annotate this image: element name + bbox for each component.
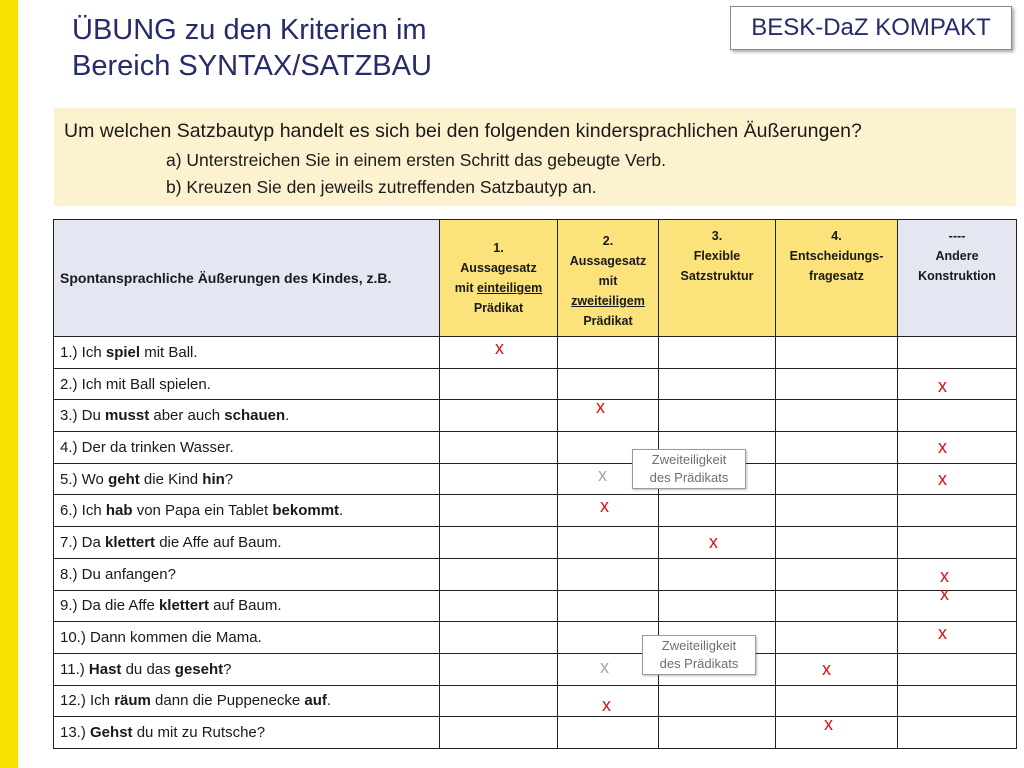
table-row xyxy=(54,368,1017,400)
table-row xyxy=(54,558,1017,590)
header-col-5-line-2: Konstruktion xyxy=(918,269,996,283)
header-col-1-line-2b: einteiligem xyxy=(476,281,543,295)
answer-cell-col-3[interactable] xyxy=(659,368,776,400)
finite-verb: musst xyxy=(105,407,150,425)
answer-cell-col-5[interactable] xyxy=(898,463,1017,495)
answer-cell-col-5[interactable] xyxy=(898,400,1017,432)
utterance-text: 7.) Da xyxy=(60,533,106,551)
utterance-text: 8.) Du anfangen? xyxy=(60,565,176,583)
table-row xyxy=(54,337,1017,369)
finite-verb: bekommt xyxy=(272,502,340,520)
answer-cell-col-2[interactable] xyxy=(558,558,659,590)
note-1-line-1: Zweiteiligkeit xyxy=(651,452,727,467)
utterance-cell xyxy=(54,653,440,685)
header-col-2-line-2: mit xyxy=(598,274,618,288)
finite-verb: hin xyxy=(202,470,225,488)
answer-cell-col-3[interactable] xyxy=(659,685,776,717)
utterance-text: 9.) Da die Affe xyxy=(60,597,159,615)
finite-verb: hab xyxy=(105,502,133,520)
answer-cell-col-2[interactable] xyxy=(558,685,659,717)
utterance-text: mit Ball. xyxy=(140,343,198,361)
header-col-1 xyxy=(440,220,558,337)
utterance-text: 3.) Du xyxy=(60,407,106,425)
utterance-text: ? xyxy=(224,470,234,488)
header-col-2-line-4: Prädikat xyxy=(583,314,633,328)
answer-cell-col-4[interactable] xyxy=(776,590,898,622)
cross-mark: x xyxy=(596,397,605,418)
answer-cell-col-1[interactable] xyxy=(440,527,558,559)
utterance-text: 10.) Dann kommen die Mama. xyxy=(60,629,262,647)
cross-mark: x xyxy=(938,375,947,396)
task-box xyxy=(54,108,1016,206)
answer-cell-col-1[interactable] xyxy=(440,495,558,527)
finite-verb: klettert xyxy=(105,533,156,551)
finite-verb: geseht xyxy=(174,660,224,678)
header-col-4-number: 4. xyxy=(831,229,842,243)
answer-cell-col-5[interactable] xyxy=(898,495,1017,527)
table-row xyxy=(54,527,1017,559)
answer-cell-col-1[interactable] xyxy=(440,400,558,432)
answer-cell-col-4[interactable] xyxy=(776,432,898,464)
header-col-2-line-1: Aussagesatz xyxy=(569,254,647,268)
header-col-4-line-1: Entscheidungs- xyxy=(789,249,884,263)
utterance-text: 6.) Ich xyxy=(60,502,106,520)
utterance-cell xyxy=(54,400,440,432)
table-row xyxy=(54,653,1017,685)
utterance-text: von Papa ein Tablet xyxy=(132,502,273,520)
task-step-a: a) Unterstreichen Sie in einem ersten Schritt das gebeugte Verb. xyxy=(166,150,666,170)
finite-verb: Hast xyxy=(88,660,122,678)
utterance-cell xyxy=(54,337,440,369)
utterance-cell xyxy=(54,527,440,559)
cross-mark: x xyxy=(940,583,949,604)
answer-cell-col-2[interactable] xyxy=(558,717,659,749)
answer-cell-col-1[interactable] xyxy=(440,717,558,749)
cross-mark: x xyxy=(600,496,609,517)
header-col-1-line-1: Aussagesatz xyxy=(460,261,537,275)
page-title xyxy=(72,12,632,84)
header-col-4-line-2: fragesatz xyxy=(809,269,864,283)
note-2-line-1: Zweiteiligkeit xyxy=(661,638,737,653)
faded-cross-mark: x xyxy=(598,464,607,485)
utterance-cell xyxy=(54,685,440,717)
answer-cell-col-4[interactable] xyxy=(776,337,898,369)
table-row xyxy=(54,495,1017,527)
answer-cell-col-1[interactable] xyxy=(440,590,558,622)
answer-cell-col-1[interactable] xyxy=(440,685,558,717)
utterance-text: . xyxy=(326,692,332,710)
header-col-3-number: 3. xyxy=(711,229,723,243)
answer-cell-col-4[interactable] xyxy=(776,714,898,749)
answer-cell-col-5[interactable] xyxy=(898,558,1017,590)
exercise-table xyxy=(53,219,1017,749)
answer-cell-col-4[interactable] xyxy=(776,495,898,527)
note-2-line-2: des Prädikats xyxy=(659,656,739,671)
header-col-4 xyxy=(776,220,898,337)
finite-verb: geht xyxy=(108,470,140,488)
task-question: Um welchen Satzbautyp handelt es sich bei den folgenden kindersprachlichen Äußerungen? xyxy=(64,120,862,142)
utterance-text: . xyxy=(285,407,290,425)
utterance-text: 13.) xyxy=(60,724,91,742)
finite-verb: Gehst xyxy=(90,724,133,742)
header-col-3 xyxy=(659,220,776,337)
answer-cell-col-5[interactable] xyxy=(898,337,1017,369)
utterance-text: aber auch xyxy=(149,407,225,425)
answer-cell-col-2[interactable] xyxy=(558,397,659,432)
answer-cell-col-2[interactable] xyxy=(558,590,659,622)
table-row xyxy=(54,463,1017,495)
utterance-text: dann die Puppenecke xyxy=(150,692,305,710)
task-step-b: b) Kreuzen Sie den jeweils zutreffenden Satzbautyp an. xyxy=(166,177,597,197)
answer-cell-col-3[interactable] xyxy=(659,558,776,590)
table-row xyxy=(54,717,1017,749)
answer-cell-col-3[interactable] xyxy=(659,717,776,749)
table-header-row xyxy=(54,220,1017,337)
header-col-1-number: 1. xyxy=(493,241,504,255)
finite-verb: schauen xyxy=(224,407,286,425)
cross-mark: x xyxy=(822,658,831,679)
utterance-text: 5.) Wo xyxy=(60,470,109,488)
answer-cell-col-4[interactable] xyxy=(776,368,898,400)
answer-cell-col-4[interactable] xyxy=(776,653,898,685)
table-row xyxy=(54,622,1017,654)
finite-verb: klettert xyxy=(158,597,209,615)
header-col-1-line-2a: mit xyxy=(454,281,477,295)
header-utterance xyxy=(54,220,440,337)
header-col-5-line-1: Andere xyxy=(935,249,979,263)
header-col-5-number: ---- xyxy=(948,229,966,243)
answer-cell-col-3[interactable] xyxy=(659,337,776,369)
utterance-text: die Affe auf Baum. xyxy=(155,533,282,551)
utterance-cell xyxy=(54,368,440,400)
answer-cell-col-1[interactable] xyxy=(440,463,558,495)
header-col-2 xyxy=(558,220,659,337)
answer-cell-col-1[interactable] xyxy=(440,337,558,369)
answer-cell-col-1[interactable] xyxy=(440,558,558,590)
answer-cell-col-5[interactable] xyxy=(898,583,1017,622)
utterance-text: auf Baum. xyxy=(208,597,282,615)
answer-cell-col-3[interactable] xyxy=(659,495,776,527)
answer-cell-col-3[interactable] xyxy=(659,590,776,622)
finite-verb: spiel xyxy=(105,343,141,361)
cross-mark: x xyxy=(602,694,611,715)
answer-cell-col-5[interactable] xyxy=(898,717,1017,749)
utterance-cell xyxy=(54,463,440,495)
faded-cross-mark: x xyxy=(600,656,609,677)
cross-mark: x xyxy=(938,437,947,458)
title-line-1: ÜBUNG zu den Kriterien im xyxy=(72,14,427,46)
header-utterance-label: Spontansprachliche Äußerungen des Kindes, z.B. xyxy=(60,270,392,286)
header-col-2-line-3: zweiteiligem xyxy=(571,294,645,308)
answer-cell-col-1[interactable] xyxy=(440,653,558,685)
utterance-cell xyxy=(54,590,440,622)
answer-cell-col-5[interactable] xyxy=(898,622,1017,654)
utterance-cell xyxy=(54,558,440,590)
answer-cell-col-2[interactable] xyxy=(558,527,659,559)
answer-cell-col-2[interactable] xyxy=(558,368,659,400)
answer-cell-col-5[interactable] xyxy=(898,432,1017,464)
table-body xyxy=(54,337,1017,749)
note-1-line-2: des Prädikats xyxy=(649,470,729,485)
finite-verb: räum xyxy=(114,692,151,710)
answer-cell-col-3[interactable] xyxy=(659,400,776,432)
header-col-3-line-1: Flexible xyxy=(693,249,741,263)
utterance-text: ? xyxy=(223,660,232,678)
note-two-part-predicate-1 xyxy=(632,449,746,489)
answer-cell-col-2[interactable] xyxy=(558,495,659,527)
answer-cell-col-2[interactable] xyxy=(558,337,659,369)
answer-cell-col-4[interactable] xyxy=(776,463,898,495)
note-two-part-predicate-2 xyxy=(642,635,756,675)
utterance-text: 1.) Ich xyxy=(60,343,106,361)
answer-cell-col-5[interactable] xyxy=(898,527,1017,559)
utterance-cell xyxy=(54,495,440,527)
answer-cell-col-5[interactable] xyxy=(898,368,1017,400)
cross-mark: x xyxy=(938,468,947,489)
table-row xyxy=(54,685,1017,717)
utterance-cell xyxy=(54,622,440,654)
answer-cell-col-4[interactable] xyxy=(776,622,898,654)
answer-cell-col-4[interactable] xyxy=(776,558,898,590)
answer-cell-col-4[interactable] xyxy=(776,685,898,717)
utterance-cell xyxy=(54,717,440,749)
utterance-text: 11.) xyxy=(60,660,89,678)
cross-mark: x xyxy=(495,338,504,358)
answer-cell-col-1[interactable] xyxy=(440,622,558,654)
utterance-cell xyxy=(54,432,440,464)
header-col-5 xyxy=(898,220,1017,337)
title-line-2: Bereich SYNTAX/SATZBAU xyxy=(72,50,432,82)
utterance-text: 4.) Der da trinken Wasser. xyxy=(60,438,234,456)
cross-mark: x xyxy=(709,532,718,553)
cross-mark: x xyxy=(938,623,947,644)
table-row xyxy=(54,400,1017,432)
brand-badge: BESK-DaZ KOMPAKT xyxy=(730,6,1012,50)
cross-mark: x xyxy=(940,565,949,586)
cross-mark: x xyxy=(824,714,833,735)
answer-cell-col-1[interactable] xyxy=(440,368,558,400)
utterance-text: 12.) Ich xyxy=(60,692,115,710)
answer-cell-col-5[interactable] xyxy=(898,685,1017,717)
utterance-text: . xyxy=(339,502,344,520)
left-accent-bar xyxy=(0,0,18,768)
header-col-2-number: 2. xyxy=(602,234,614,248)
utterance-text: die Kind xyxy=(139,470,203,488)
answer-cell-col-5[interactable] xyxy=(898,653,1017,685)
answer-cell-col-1[interactable] xyxy=(440,432,558,464)
utterance-text: 2.) Ich mit Ball spielen. xyxy=(60,375,211,393)
answer-cell-col-4[interactable] xyxy=(776,400,898,432)
answer-cell-col-3[interactable] xyxy=(659,527,776,559)
utterance-text: du das xyxy=(121,660,175,678)
table-row xyxy=(54,432,1017,464)
utterance-text: du mit zu Rutsche? xyxy=(132,724,266,742)
table-row xyxy=(54,590,1017,622)
header-col-1-line-3: Prädikat xyxy=(473,301,524,315)
answer-cell-col-4[interactable] xyxy=(776,527,898,559)
header-col-3-line-2: Satzstruktur xyxy=(680,269,754,283)
finite-verb: auf xyxy=(304,692,327,710)
